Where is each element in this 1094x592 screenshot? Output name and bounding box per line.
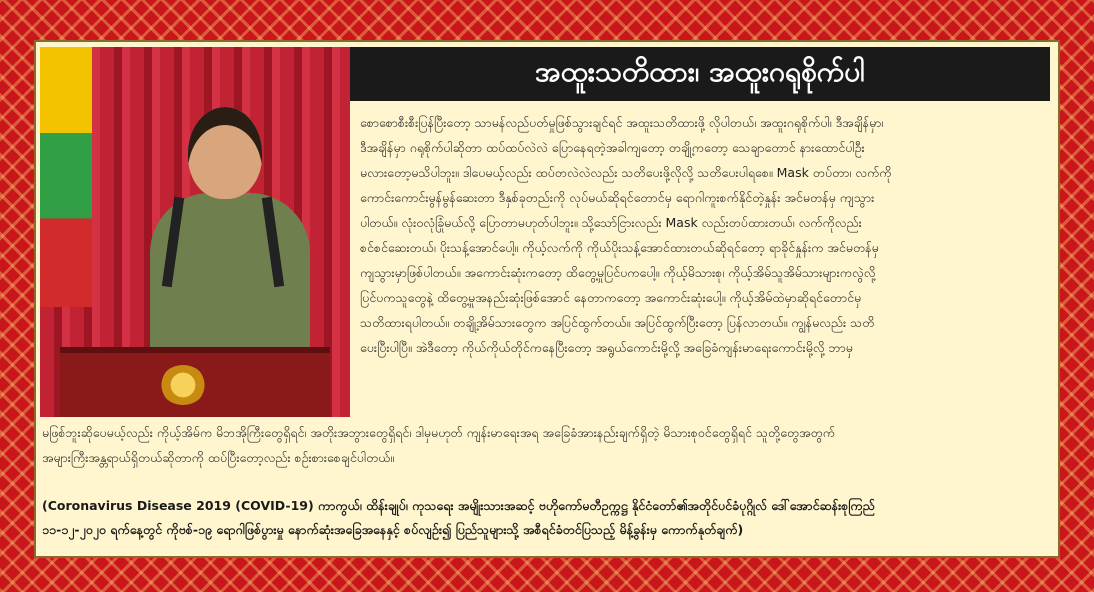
source-caption bbox=[42, 494, 1048, 542]
speech-text-continued bbox=[42, 420, 1048, 470]
state-emblem-icon bbox=[160, 365, 206, 405]
national-flag bbox=[40, 47, 92, 307]
speech-line: မဖြစ်ဘူးဆိုပေမယ့်လည်း ကိုယ့်အိမ်က မိဘအိုကြီးတွေရှိရင်၊ အတိုးအဘွားတွေရှိရင်၊ ဒါမှမဟုတ် ကျန်းမာရေးအရ အခြေခံအားနည်းချက်ရှိတဲ့ မိသားစုဝင်တွေရှိရင် သူတို့တွေအတွက် bbox=[42, 425, 836, 440]
speech-line: သတိထားရပါတယ်။ တချို့အိမ်သားတွေက အပြင်ထွက်တယ်။ အပြင်ထွက်ပြီးတော့ ပြန်လာတယ်။ ကျွန်မလည်း သတိ bbox=[360, 315, 875, 330]
speech-line: စောစောစီးစီးပြန်ပြီးတော့ သာမန်လည်ပတ်မှုဖြစ်သွားချင်ရင် အထူးသတိထားဖို့ လိုပါတယ်၊ အထူးဂရုစိုက်ပါ၊ ဒီအချိန်မှာ၊ bbox=[360, 115, 884, 130]
speech-line: ကျသွားမှာဖြစ်ပါတယ်။ အကောင်းဆုံးကတော့ ထိတွေ့မှုပြင်ပကပေါ့။ ကိုယ့်မိသားစု၊ ကိုယ့်အိမ်သူအိမ်သားများကလွဲလို့ bbox=[360, 265, 876, 280]
headline: အထူးသတိထား၊ အထူးဂရုစိုက်ပါ bbox=[350, 47, 1050, 101]
speech-line: စင်စင်ဆေးတယ်၊ ပိုးသန့်အောင်ပေါ့။ ကိုယ့်လက်ကို ကိုယ်ပိုးသန့်အောင်ထားတယ်ဆိုရင်တော့ ရာခိုင်နှုန်းက အင်မတန်မှ bbox=[360, 240, 879, 255]
speech-line: အများကြီးအန္တရာယ်ရှိတယ်ဆိုတာကို ထပ်ပြီးတော့လည်း စဉ်းစားစေချင်ပါတယ်။ bbox=[42, 450, 395, 465]
caption-line: ၁၁-၁၂-၂၀၂၀ ရက်နေ့တွင် ကိုဗစ်-၁၉ ရောဂါဖြစ်ပွားမှု နောက်ဆုံးအခြေအနေနှင့် စပ်လျဉ်း၍ ပြည်သူများသို့ အစီရင်ခံတင်ပြသည့် မိန့်ခွန်းမှ ကောက်နုတ်ချက်) bbox=[42, 522, 744, 537]
speech-line: ကောင်းကောင်းမွန်မွန်ဆေးတာ ဒီနှစ်ခုတည်းကို လုပ်မယ်ဆိုရင်တောင်မှ ရောဂါကူးစက်နိုင်တဲ့နှုန်း အင်မတန်မှ ကျသွား bbox=[360, 190, 875, 205]
speech-text bbox=[360, 110, 1048, 360]
speaker-head bbox=[188, 107, 262, 199]
speech-line: ပြင်ပကသူတွေနဲ့ ထိတွေ့မှုအနည်းဆုံးဖြစ်အောင် နေတာကတော့ အကောင်းဆုံးပေါ့။ ကိုယ့်အိမ်ထဲမှာဆိုရင်တောင်မှ bbox=[360, 290, 862, 305]
speech-line: ပါတယ်။ လုံးဝလုံခြုံမယ်လို့ ပြောတာမဟုတ်ပါဘူး။ သို့သော်ငြားလည်း Mask လည်းတပ်ထားတယ်၊ လက်ကိုလည်း bbox=[360, 215, 862, 230]
caption-line: (Coronavirus Disease 2019 (COVID-19) ကာကွယ်၊ ထိန်းချုပ်၊ ကုသရေး အမျိုးသားအဆင့် ဗဟိုကော်မတီဥက္ကဋ္ဌ နိုင်ငံတော်၏အတိုင်ပင်ခံပုဂ္ဂိုလ် ဒေါ်အောင်ဆန်းစုကြည် bbox=[42, 498, 875, 513]
speech-line: မလားတော့မသိပါဘူး။ ဒါပေမယ့်လည်း ထပ်တလဲလဲလည်း သတိပေးဖို့လိုလို့ သတိပေးပါရစေ။ Mask တပ်တာ၊ လက်ကို bbox=[360, 165, 892, 180]
speaker-photo bbox=[40, 47, 350, 417]
speech-line: ပေးပြီးပါပြီ။ အဲဒီတော့ ကိုယ်ကိုယ်တိုင်ကနေပြီးတော့ အရွယ်ကောင်းမို့လို့ အခြေခံကျန်းမာရေးကောင်းမို့လို့ ဘာမှ bbox=[360, 340, 853, 355]
speech-line: ဒီအချိန်မှာ ဂရုစိုက်ပါဆိုတာ ထပ်ထပ်လဲလဲ ပြောနေရတဲ့အခါကျတော့ တချို့ကတော့ သေချာတောင် နားထောင်ပါဦး bbox=[360, 140, 865, 155]
